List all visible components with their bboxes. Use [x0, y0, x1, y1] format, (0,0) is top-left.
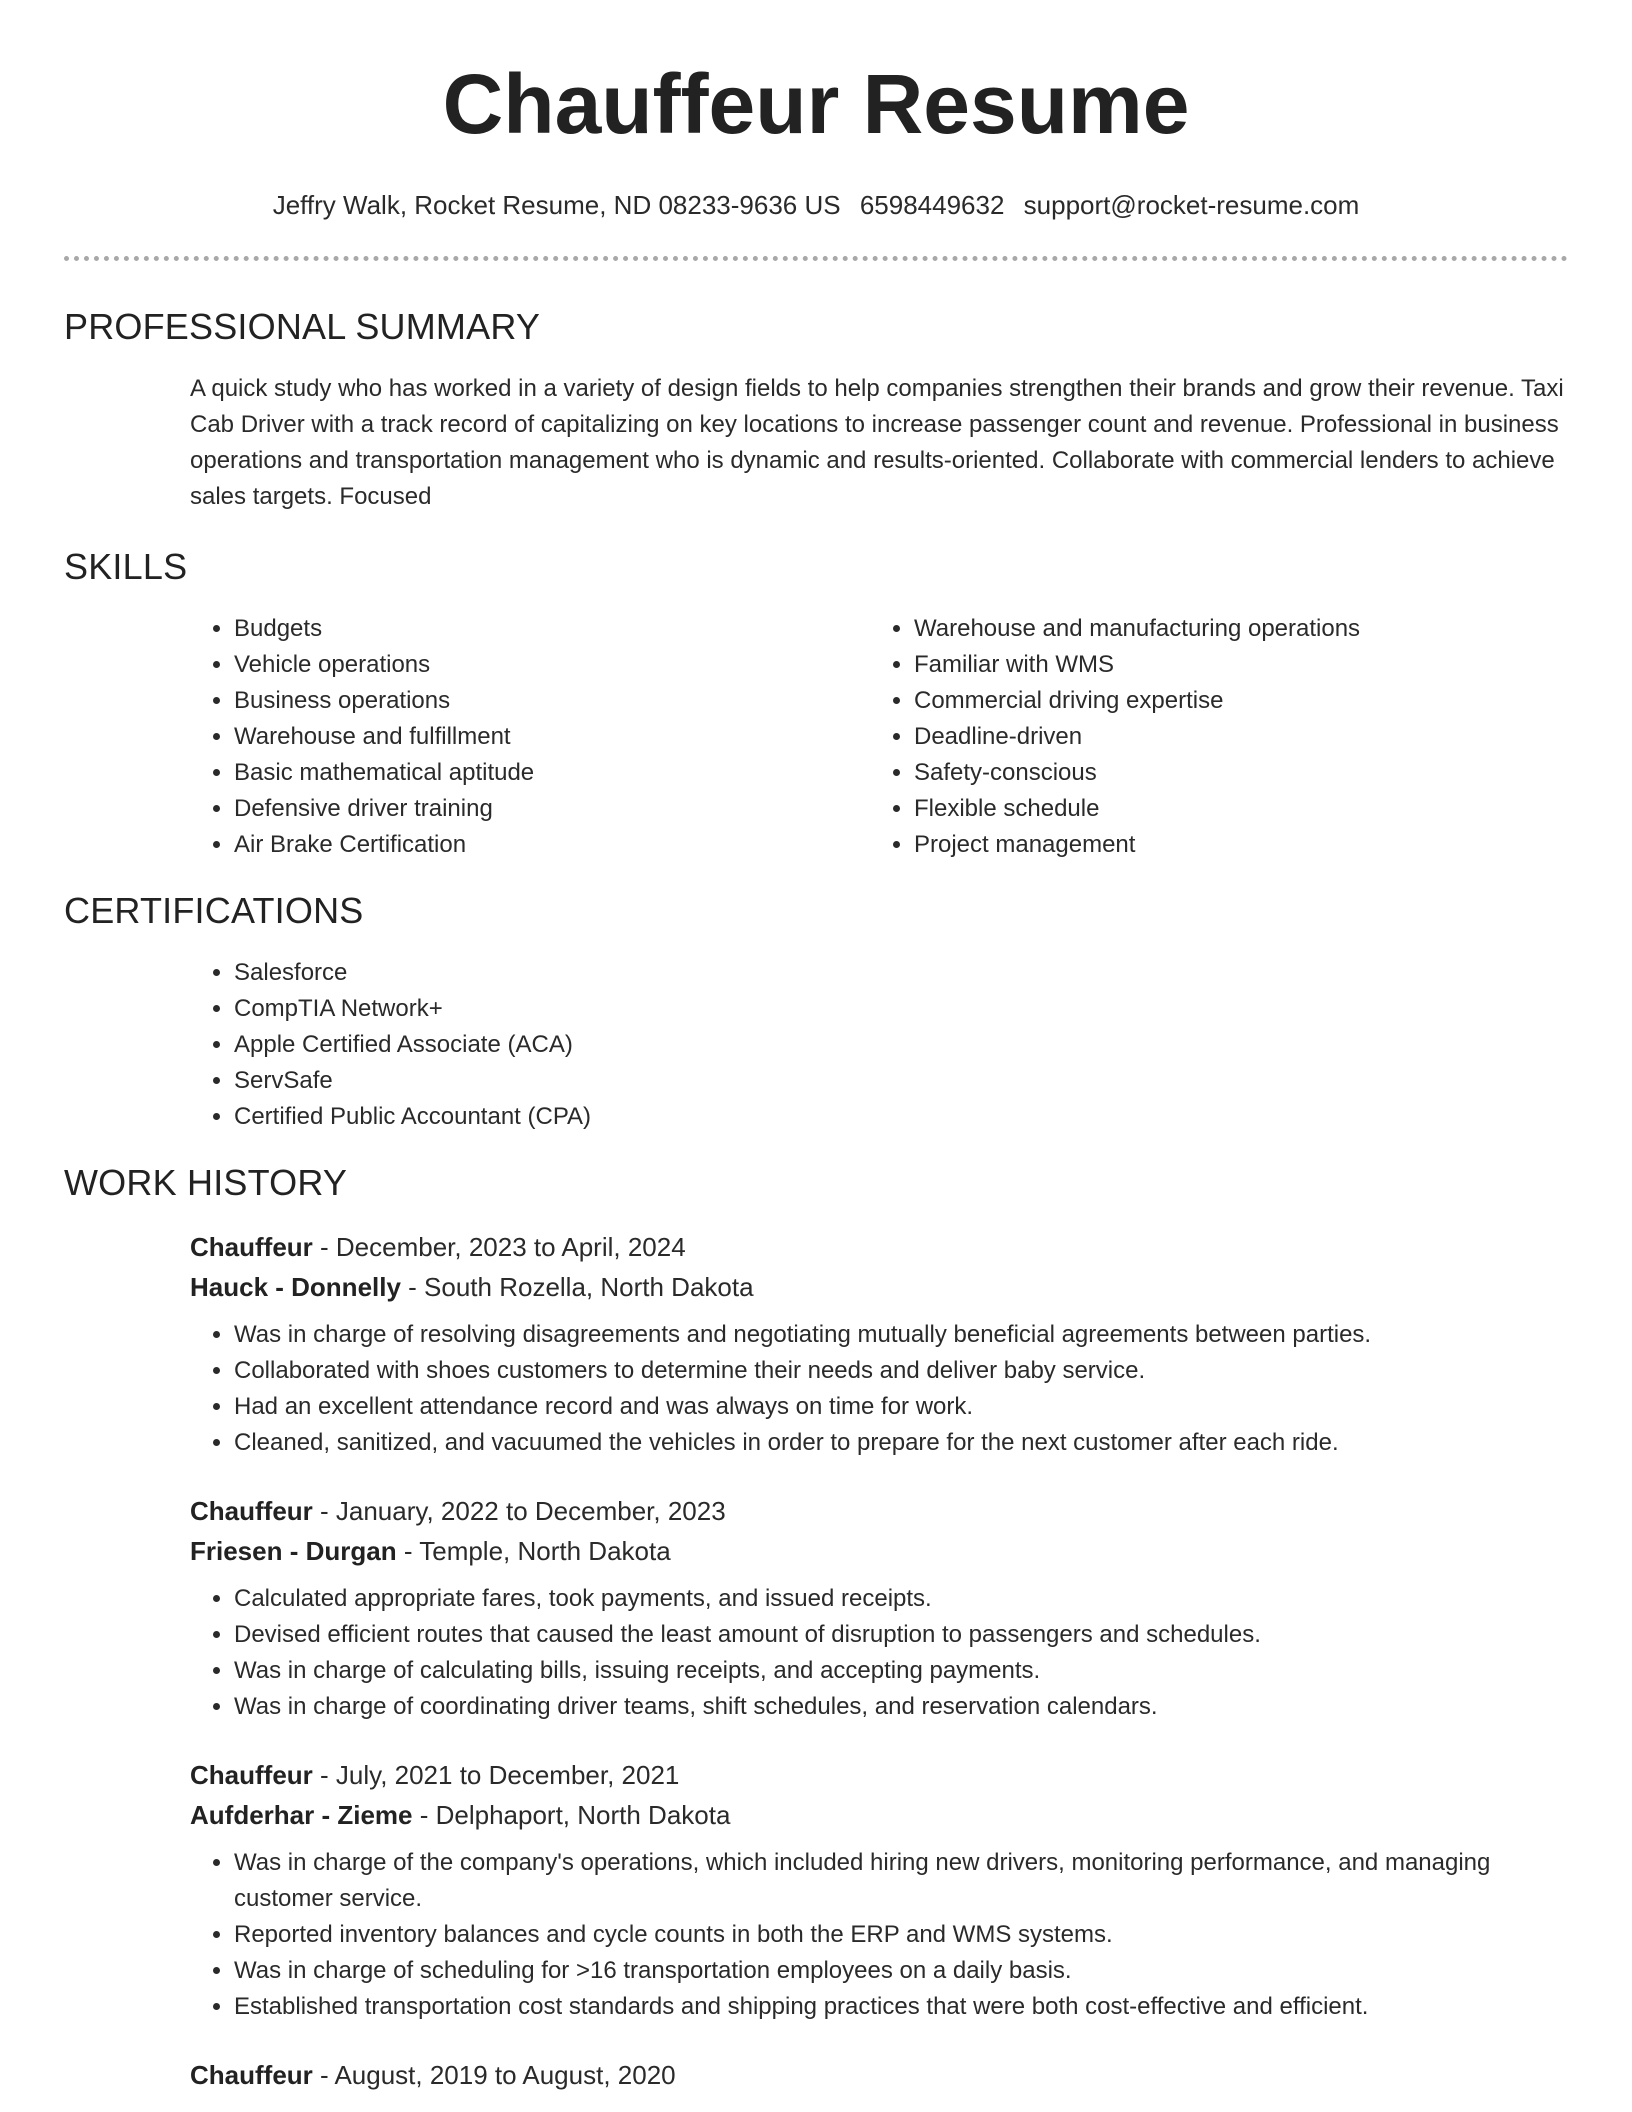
contact-email: support@rocket-resume.com — [1023, 190, 1360, 220]
job-bullets — [190, 1317, 1568, 1461]
skill-item: • Commercial driving expertise — [914, 683, 1550, 719]
skills-list-left — [190, 611, 870, 863]
work-history-list — [190, 1227, 1568, 2095]
job-company-line — [190, 1795, 1568, 1835]
skill-item: • Vehicle operations — [234, 647, 870, 683]
certification-item: • ServSafe — [234, 1063, 1568, 1099]
resume-title: Chauffeur Resume — [442, 57, 1190, 151]
certification-item: • Salesforce — [234, 955, 1568, 991]
skills-columns — [190, 611, 1568, 863]
certifications-heading: CERTIFICATIONS — [64, 890, 364, 931]
skill-item: • Defensive driver training — [234, 791, 870, 827]
dotted-divider — [64, 256, 1568, 261]
contact-phone: 6598449632 — [859, 190, 1005, 220]
job-entry — [190, 1755, 1568, 2025]
skill-item: • Project management — [914, 827, 1550, 863]
summary-text: A quick study who has worked in a variety of design fields to help companies strengthen their brands and grow their revenue. Taxi Cab Driver with a track record of capitalizing on key locations to increase passenger count and revenue. Professional in business operations and transportation management who is dynamic and results-oriented. Collaborate with commercial lenders to achieve sales targets. Focused — [190, 375, 1564, 510]
job-company: Friesen - Durgan — [190, 1536, 397, 1566]
certification-item: • Apple Certified Associate (ACA) — [234, 1027, 1568, 1063]
skills-column-right — [870, 611, 1550, 863]
skill-item: • Business operations — [234, 683, 870, 719]
certification-item: • CompTIA Network+ — [234, 991, 1568, 1027]
job-bullets — [190, 1845, 1568, 2025]
skill-item: • Warehouse and fulfillment — [234, 719, 870, 755]
job-bullet: • Established transportation cost standards and shipping practices that were both cost-effective and efficient. — [234, 1989, 1568, 2025]
job-location: - Temple, North Dakota — [396, 1536, 671, 1566]
job-entry — [190, 1491, 1568, 1725]
job-location: - South Rozella, North Dakota — [400, 1272, 754, 1302]
job-dates: - January, 2022 to December, 2023 — [312, 1496, 726, 1526]
contact-line — [64, 190, 1568, 220]
job-bullet: • Calculated appropriate fares, took payments, and issued receipts. — [234, 1581, 1568, 1617]
job-role: Chauffeur — [190, 2060, 313, 2090]
job-role-line — [190, 2055, 1568, 2095]
job-dates: - August, 2019 to August, 2020 — [312, 2060, 676, 2090]
job-entry — [190, 2055, 1568, 2095]
certification-item: • Certified Public Accountant (CPA) — [234, 1099, 1568, 1135]
job-bullet: • Collaborated with shoes customers to determine their needs and deliver baby service. — [234, 1353, 1568, 1389]
skill-item: • Safety-conscious — [914, 755, 1550, 791]
job-bullets — [190, 1581, 1568, 1725]
skills-column-left — [190, 611, 870, 863]
job-bullet: • Was in charge of coordinating driver teams, shift schedules, and reservation calendars. — [234, 1689, 1568, 1725]
skill-item: • Warehouse and manufacturing operations — [914, 611, 1550, 647]
job-bullet: • Reported inventory balances and cycle counts in both the ERP and WMS systems. — [234, 1917, 1568, 1953]
job-bullet: • Was in charge of scheduling for >16 transportation employees on a daily basis. — [234, 1953, 1568, 1989]
summary-heading: PROFESSIONAL SUMMARY — [64, 306, 541, 347]
skills-heading: SKILLS — [64, 546, 188, 587]
job-role: Chauffeur — [190, 1760, 313, 1790]
job-dates: - December, 2023 to April, 2024 — [312, 1232, 686, 1262]
job-bullet: • Cleaned, sanitized, and vacuumed the vehicles in order to prepare for the next customer after each ride. — [234, 1425, 1568, 1461]
job-bullet: • Devised efficient routes that caused the least amount of disruption to passengers and schedules. — [234, 1617, 1568, 1653]
job-bullet: • Was in charge of calculating bills, issuing receipts, and accepting payments. — [234, 1653, 1568, 1689]
job-bullet: • Was in charge of the company's operations, which included hiring new drivers, monitoring performance, and managing customer service. — [234, 1845, 1568, 1917]
certifications-list — [190, 955, 1568, 1135]
job-role-line — [190, 1227, 1568, 1267]
skill-item: • Deadline-driven — [914, 719, 1550, 755]
job-company-line — [190, 1267, 1568, 1307]
job-company: Aufderhar - Zieme — [190, 1800, 413, 1830]
skill-item: • Familiar with WMS — [914, 647, 1550, 683]
certifications-block — [190, 955, 1568, 1135]
job-role: Chauffeur — [190, 1496, 313, 1526]
contact-address: Jeffry Walk, Rocket Resume, ND 08233-9636 US — [272, 190, 841, 220]
job-entry — [190, 1227, 1568, 1461]
job-role-line — [190, 1491, 1568, 1531]
job-company-line — [190, 1531, 1568, 1571]
skill-item: • Basic mathematical aptitude — [234, 755, 870, 791]
job-role-line — [190, 1755, 1568, 1795]
skill-item: • Flexible schedule — [914, 791, 1550, 827]
skills-list-right — [870, 611, 1550, 863]
job-dates: - July, 2021 to December, 2021 — [312, 1760, 680, 1790]
job-location: - Delphaport, North Dakota — [412, 1800, 731, 1830]
job-bullet: • Was in charge of resolving disagreements and negotiating mutually beneficial agreements between parties. — [234, 1317, 1568, 1353]
job-bullet: • Had an excellent attendance record and was always on time for work. — [234, 1389, 1568, 1425]
work-history-heading: WORK HISTORY — [64, 1162, 348, 1203]
skill-item: • Air Brake Certification — [234, 827, 870, 863]
job-role: Chauffeur — [190, 1232, 313, 1262]
job-company: Hauck - Donnelly — [190, 1272, 401, 1302]
skill-item: • Budgets — [234, 611, 870, 647]
